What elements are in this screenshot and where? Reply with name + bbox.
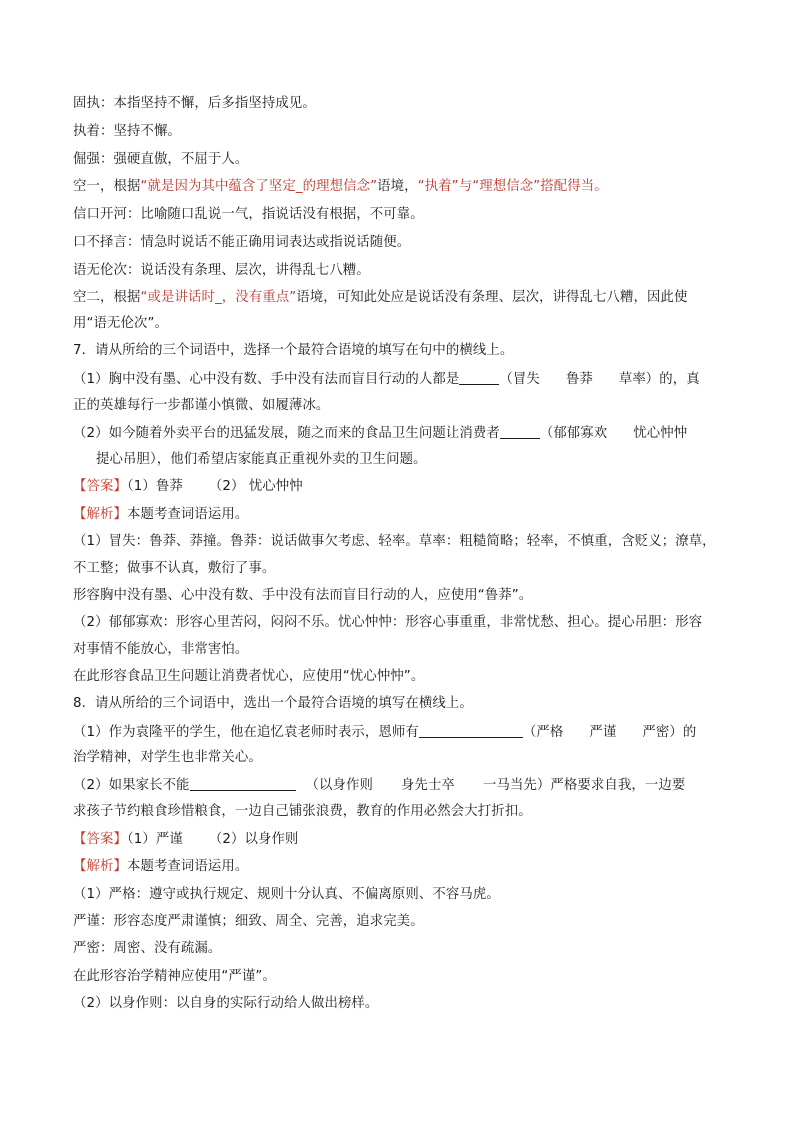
option-text: 鲁莽 <box>565 372 593 387</box>
analysis-header <box>73 506 248 524</box>
text-run: 空二，根据 <box>73 290 141 305</box>
analysis-tag: 【解析】 <box>73 507 127 522</box>
quoted-context: “就是因为其中蕴含了坚定_的理想信念” <box>140 179 378 194</box>
analysis-tag: 【解析】 <box>73 859 127 874</box>
option-text: 草率）的，真 <box>618 372 700 387</box>
answer-blank <box>190 776 296 791</box>
question-item: 治学精神，对学生也非常关心。 <box>73 750 262 765</box>
question-item <box>73 776 685 795</box>
question-item: 提心吊胆），他们希望店家能真正重视外卖的卫生问题。 <box>96 452 427 467</box>
answer-text: （2）以身作则 <box>208 832 299 847</box>
definition-line: 信口开河：比喻随口乱说一气，指说话没有根据，不可靠。 <box>73 207 424 222</box>
analysis-line <box>73 178 608 196</box>
text-run: （1）作为袁隆平的学生，他在追忆袁老师时表示，恩师有 <box>73 725 419 740</box>
quoted-context: “或是讲话时_，没有重点” <box>140 290 297 305</box>
option-text: （严格 <box>522 725 564 740</box>
answer-text: （2） 忧心忡忡 <box>208 479 303 494</box>
text-run: 语境，可知此处应是说话没有条理、层次，讲得乱七八糟，因此使 <box>296 290 688 305</box>
text-run: （1）胸中没有墨、心中没有数、手中没有法而盲目行动的人都是 <box>73 372 460 387</box>
option-text: 一马当先）严格要求自我，一边要 <box>482 778 686 793</box>
definition-line: 固执：本指坚持不懈，后多指坚持成见。 <box>73 96 316 111</box>
option-text: 忧心忡忡 <box>633 426 688 441</box>
text-run: （2）如果家长不能 <box>73 778 190 793</box>
analysis-line: 形容胸中没有墨、心中没有数、手中没有法而盲目行动的人，应使用“鲁莽”。 <box>73 588 533 603</box>
analysis-line: （1）严格：遵守或执行规定、规则十分认真、不偏离原则、不容马虎。 <box>73 887 500 902</box>
question-item: 求孩子节约粮食珍惜粮食，一边自己铺张浪费，教育的作用必然会大打折扣。 <box>73 804 532 819</box>
answer-blank <box>459 370 499 385</box>
option-text: 身先士卒 <box>401 778 455 793</box>
definition-line: 执着：坚持不懈。 <box>73 124 181 139</box>
definition-line: 倔强：强硬直傲，不屈于人。 <box>73 152 249 167</box>
option-text: （冒失 <box>499 372 540 387</box>
text-run: （2）如今随着外卖平台的迅猛发展，随之而来的食品卫生问题让消费者 <box>73 426 500 441</box>
text-run: 语境， <box>377 179 418 194</box>
text-run: 空一，根据 <box>73 179 141 194</box>
definition-line: 口不择言：情急时说话不能正确用词表达或指说话随便。 <box>73 235 411 250</box>
option-text: （以身作则 <box>305 778 373 793</box>
analysis-line: 对事情不能放心，非常害怕。 <box>73 642 249 657</box>
answer-blank <box>500 424 540 439</box>
question-title: 7．请从所给的三个词语中，选择一个最符合语境的填写在句中的横线上。 <box>73 343 514 358</box>
analysis-line: 在此形容治学精神应使用“严谨”。 <box>73 969 276 984</box>
analysis-line: 严谨：形容态度严肃谨慎；细致、周全、完善，追求完美。 <box>73 914 424 929</box>
option-text: （郁郁寡欢 <box>539 426 608 441</box>
analysis-line <box>73 289 687 307</box>
text-run: 本题考查词语运用。 <box>126 507 249 522</box>
highlight-text: “执着”与“理想信念”搭配得当。 <box>417 179 608 194</box>
analysis-line: （2）郁郁寡欢：形容心里苦闷，闷闷不乐。忧心忡忡：形容心事重重，非常忧愁、担心。提心吊胆：形容 <box>73 615 703 630</box>
analysis-line: 在此形容食品卫生问题让消费者忧心，应使用“忧心忡忡”。 <box>73 669 425 684</box>
option-text: 严谨 <box>589 725 617 740</box>
question-item <box>73 370 700 389</box>
question-title: 8．请从所给的三个词语中，选出一个最符合语境的填写在横线上。 <box>73 696 473 711</box>
answer-blank <box>419 723 523 738</box>
question-item: 正的英雄每行一步都谨小慎微、如履薄冰。 <box>73 398 330 413</box>
answer-tag: 【答案】 <box>73 832 127 847</box>
text-run: 本题考查词语运用。 <box>126 859 249 874</box>
analysis-line: 严密：周密、没有疏漏。 <box>73 941 222 956</box>
analysis-line: 不工整；做事不认真，敷衍了事。 <box>73 561 276 576</box>
answer-line <box>73 831 298 849</box>
analysis-line: （2）以身作则：以自身的实际行动给人做出榜样。 <box>73 996 379 1011</box>
question-item <box>73 424 687 443</box>
answer-tag: 【答案】 <box>73 479 127 494</box>
question-item <box>73 723 696 742</box>
definition-line: 语无伦次：说话没有条理、层次，讲得乱七八糟。 <box>73 263 370 278</box>
option-text: 严密）的 <box>642 725 697 740</box>
answer-line <box>73 478 303 496</box>
answer-text: （1）鲁莽 <box>126 479 183 494</box>
analysis-header <box>73 858 248 876</box>
answer-text: （1）严谨 <box>126 832 183 847</box>
analysis-line: （1）冒失：鲁莽、莽撞。鲁莽：说话做事欠考虑、轻率。草率：粗糙简略；轻率，不慎重，含贬义；潦草， <box>73 534 716 549</box>
analysis-line: 用“语无伦次”。 <box>73 316 169 331</box>
